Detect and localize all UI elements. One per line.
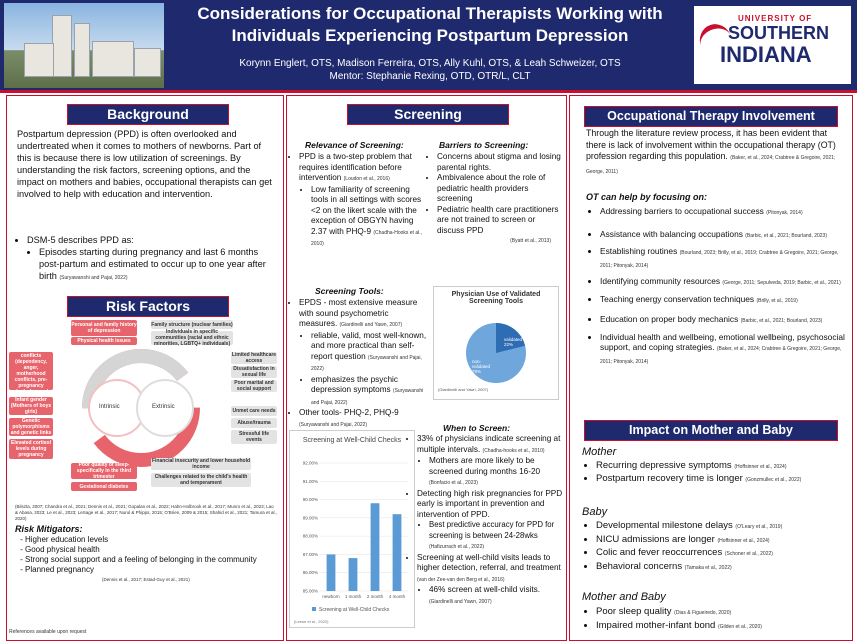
impact-mother-heading: Mother — [582, 446, 617, 458]
relevance-heading: Relevance of Screening: — [305, 140, 404, 150]
bar-2-month — [371, 503, 380, 591]
impact-baby-list: • Developmental milestone delays (O'Leary et al., 2019) • NICU admissions are longer (Hoffsinner et al., 2024) • Colic and fever reoccurrences (Schoner et al., 2022) • Behavioral concerns (Tamaka et al., 2022) — [582, 520, 846, 574]
risk-box: Genetic polymorphisms and genetic links — [10, 418, 52, 436]
pie-svg — [434, 287, 558, 399]
background-heading: Background — [67, 104, 229, 125]
impact-both-list: • Poor sleep quality (Dias & Figueiredo, 2020) • Impaired mother-infant bond (Gilden et al., 2020) — [582, 606, 846, 633]
dsm-block: • DSM-5 describes PPD as: • Episodes starting during pregnancy and last 6 months post-partum and estimated to occur up to one year after birth (Suryawanshi and Pajai, 2022) — [17, 234, 275, 284]
y-tick-label: 92.00% — [302, 460, 318, 466]
mitigators-list: - Higher education levels - Good physical health - Strong social support and a feeling of belonging in the community - Planned pregnancy — [15, 535, 277, 575]
tools-list: • EPDS - most extensive measure with sound psychometric measures. (Giardinelli and Yawn, 2007) • reliable, valid, most well-known, and more practical than self-report question (Suryawanshi and Pajai, 2022) • emphasizes the psychic depression symptoms (Suryawanshi and Pajai, 2022) • Other tools- PHQ-2, PHQ-9 (Suryawanshi and Pajai, 2022) — [289, 298, 429, 430]
risk-box: Individuals in specific communities (racial and ethnic minorities, LGBTQ+ individuals) — [151, 331, 233, 345]
usi-logo: UNIVERSITY OF SOUTHERN INDIANA — [694, 6, 851, 84]
when-list: • 33% of physicians indicate screening at multiple intervals. (Chadha-hooks et al., 2010) • Mothers are more likely to be screened during months 16-20 (Bonfacio et al., 2023) • Detecting high risk pregnancies for PPD early is important in prevention and intervention of PPD. • Best predictive accuracy for PPD for screening is between 24-28wks (Hafizurrach et al., 2022) • Screening at well-child visits leads to higher detection, referral, and treatment (van der Zee-van den Berg et al., 2016) • 46% screen at well-child visits. (Giardinelli and Yawn, 2007) — [407, 434, 563, 607]
bar-chart-cite: (Leese et al., 2020) — [294, 619, 329, 624]
ot-focus-list: • Addressing barriers to occupational success (Pitonyak, 2014) • Assistance with balancing occupations (Barbic, et al., 2021; Bourland, 2023) • Establishing routines (Bourland, 2023; Brilly, et al., 2019; Crabtree & Gregoire, 2021; George, 2011; Pitonyak, 2014) • Identifying community resources (George, 2011; Sepulveda, 2019; Barbic, et al., 2021) • Teaching energy conservation techniques (Brilly, et al., 2019) • Education on proper body mechanics (Barbic, et al., 2021; Bourland, 2023) • Individual health and wellbeing, emotional wellbeing, psychosocial support, and coping strategies. (Baker, et al., 2024; Crabtree & Gregoire, 2021; George, 2011; Pitonyak, 2014) — [584, 206, 846, 367]
poster-title: Considerations for Occupational Therapists Working with Individuals Experiencing Postpartum Depression — [197, 4, 663, 45]
risk-heading: Risk Factors — [67, 296, 229, 317]
risk-box: Abuse/trauma — [231, 418, 277, 428]
impact-heading: Impact on Mother and Baby — [584, 420, 838, 441]
risk-box: Stressful life events — [231, 430, 277, 444]
risk-box: Elevated cortisol levels during pregnancy — [10, 440, 51, 458]
bar-chart-svg — [290, 431, 414, 627]
header-divider — [0, 90, 857, 93]
poster-authors: Korynn Englert, OTS, Madison Ferreira, OTS, Ally Kuhl, OTS, & Leah Schweizer, OTS Mentor: Stephanie Rexing, OTD, OTR/L, CLT — [239, 58, 621, 82]
risk-box: Emotional conflicts (dependency, anger, motherhood conflicts, pre-pregnancy alcohol usage) — [9, 352, 53, 390]
x-tick-label: 1 month — [344, 594, 362, 599]
risk-box: Family structure (nuclear families) — [151, 321, 233, 328]
risk-box: Personal and family history of depression — [71, 322, 137, 334]
risk-box: Poor quality of sleep-specifically in the third trimester — [71, 463, 137, 479]
column-right — [569, 95, 853, 641]
ot-paragraph: Through the literature review process, it has been evident that there is lack of involvement within the occupational therapy (OT) profession regarding this population. (Baker, et al., 2024; Crabtree & Gregoire, 2021; George, 2011) — [586, 128, 836, 175]
y-tick-label: 91.00% — [302, 478, 318, 484]
barriers-heading: Barriers to Screening: — [439, 140, 529, 150]
ot-focus-heading: OT can help by focusing on: — [586, 192, 708, 202]
impact-both-heading: Mother and Baby — [582, 591, 666, 603]
bar-1-month — [349, 558, 358, 591]
background-paragraph: Postpartum depression (PPD) is often overlooked and undertreated when it comes to mothers of newborns. Part of this is because there is low utilization of screenings. By understanding the risk factors, screening options, and the impact on mothers and babies, occupational therapists can get involved to help with education and intervention. — [17, 129, 272, 199]
impact-baby-heading: Baby — [582, 506, 608, 518]
relevance-list: • PPD is a two-step problem that requires identification before intervention (Loudon et al., 2016) • Low familiarity of screening tools in all settings with scores <2 on the likert scale with the exception of OBGYN having 2.37 with PHQ-9 (Chadha-Hooks et al., 2010) — [289, 152, 429, 250]
bar-chart-title: Screening at Well-Child Checks — [302, 437, 402, 444]
impact-mother-list: • Recurring depressive symptoms (Hoffsinner et al., 2024) • Postpartum recovery time is longer (Gonzmullec et al., 2022) — [582, 460, 846, 486]
x-tick-label: newborn — [322, 594, 340, 599]
x-tick-label: 4 month — [388, 594, 406, 599]
poster-header — [0, 0, 857, 90]
bar-4-month — [393, 514, 402, 591]
y-tick-label: 85.00% — [302, 588, 318, 594]
pie-label-validated: validated 22% — [504, 337, 523, 347]
mitigators-heading: Risk Mitigators: — [15, 524, 83, 534]
risk-box: Physical health issues — [71, 337, 137, 345]
risk-box: Unmet care needs — [232, 408, 276, 414]
pie-title: Physician Use of Validated Screening Tools — [451, 291, 541, 305]
legend-swatch — [312, 607, 316, 611]
y-tick-label: 90.00% — [302, 497, 318, 503]
when-heading: When to Screen: — [443, 423, 511, 433]
intrinsic-label: Intrinsic — [99, 404, 120, 410]
campus-photo — [4, 3, 164, 88]
screening-heading: Screening — [347, 104, 509, 125]
risk-factor-diagram — [9, 318, 279, 498]
extrinsic-label: Extrinsic — [152, 404, 175, 410]
risk-box: Gestational diabetes — [71, 482, 137, 491]
risk-box: Financial insecurity and lower household income — [151, 458, 251, 470]
legend-label: Screening at Well-Child Checks — [319, 607, 390, 613]
risk-box: Challenges related to the child's health and temperament — [151, 473, 251, 487]
references-note: References available upon request — [9, 629, 87, 635]
bar-chart — [289, 430, 415, 628]
risk-box: Limited healthcare access — [231, 352, 277, 364]
y-tick-label: 87.00% — [302, 551, 318, 557]
column-middle — [286, 95, 567, 641]
bar-newborn — [327, 554, 336, 591]
pie-chart — [433, 286, 559, 400]
mitigators-cite: (Dennis et al., 2017; Estad-Guy et al., 2021) — [102, 577, 190, 582]
y-tick-label: 89.00% — [302, 515, 318, 521]
column-left — [6, 95, 284, 641]
ot-heading: Occupational Therapy Involvement — [584, 106, 838, 127]
barriers-list: • Concerns about stigma and losing parental rights. • Ambivalence about the role of pediatric health providers screening • Pediatric health care practitioners are not trained to screen or discuss PPD (Byatt et al., 2013) — [427, 152, 561, 247]
risk-box: Infant gender (Mothers of boys girls) — [10, 397, 52, 415]
risk-box: Dissatisfaction in sexual life — [231, 366, 277, 378]
risk-box: Poor marital and social support — [231, 380, 277, 392]
pie-label-non-validated: non-validated 78% — [472, 359, 491, 374]
tools-heading: Screening Tools: — [315, 286, 384, 296]
pie-cite: (Giardinelli and Yawn, 2007) — [438, 387, 489, 392]
y-tick-label: 88.00% — [302, 533, 318, 539]
x-tick-label: 2 month — [366, 594, 384, 599]
risk-references: (Bilszta, 2007; Chandra et al., 2021; Dennis et al., 2021; Gopalan et al., 2022; Hahn-Holbrook et al., 2017; Munro et al., 2023; Lao & Abasa, 2023; Le et al., 2023; LeSage et al., 2017; Nurul & Phipps, 2015; O'Brien, 2009 & 2015; Shahid et al., 2021; Tamura et al., 2020) — [15, 504, 277, 521]
y-tick-label: 86.00% — [302, 570, 318, 576]
